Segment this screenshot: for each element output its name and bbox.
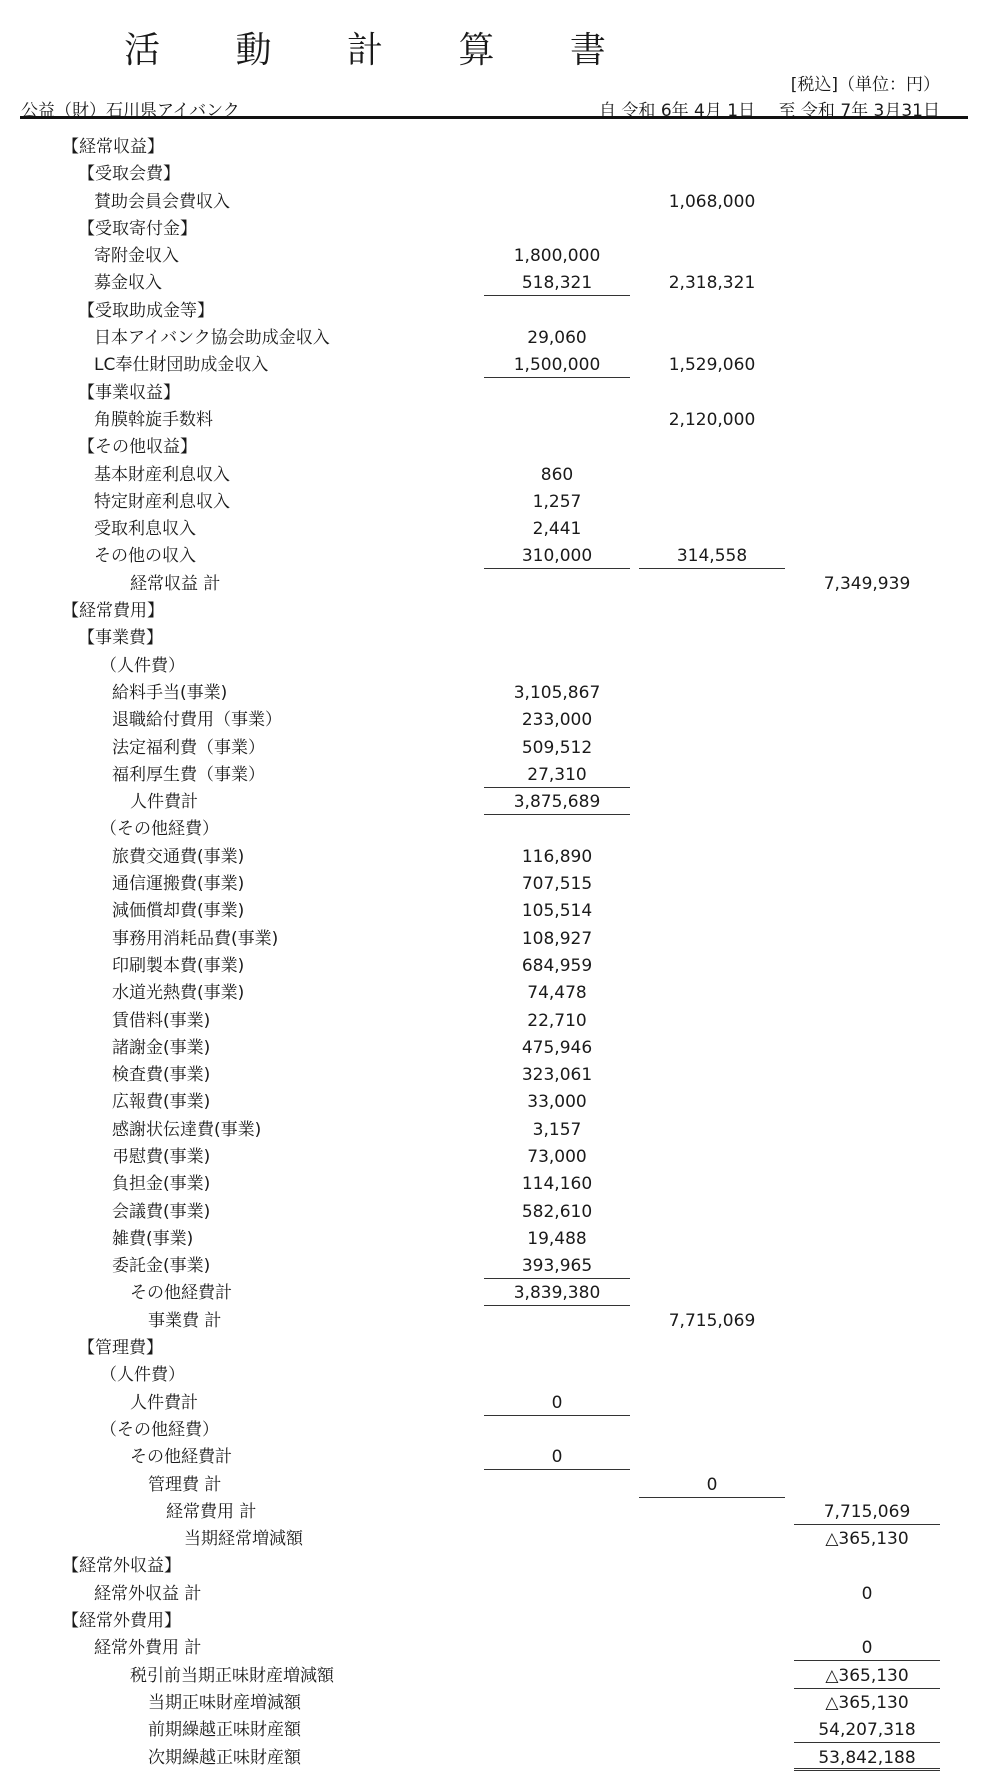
row-label: 事務用消耗品費(事業) [112,928,279,949]
row-label: 前期繰越正味財産額 [148,1720,301,1741]
row-label: 角膜斡旋手数料 [94,409,213,430]
row-label: 当期正味財産増減額 [148,1692,301,1713]
statement-row [0,216,1000,243]
statement-row [0,1390,1000,1417]
amount-c3: △365,130 [825,1529,909,1550]
statement-row [0,270,1000,297]
statement-row [0,1608,1000,1635]
amount-c1: 33,000 [527,1092,587,1113]
row-label: 【経常外収益】 [62,1556,181,1577]
statement-row [0,1308,1000,1335]
statement-row [0,898,1000,925]
row-label: 会議費(事業) [112,1201,211,1222]
period-from: 自 令和 6年 4月 1日 [599,101,756,121]
statement-row [0,1253,1000,1280]
row-label: 委託金(事業) [112,1256,211,1277]
row-label: 基本財産利息収入 [94,464,230,485]
statement-row [0,1199,1000,1226]
row-label: 経常費用 計 [166,1501,257,1522]
statement-row [0,1226,1000,1253]
row-label: 賃借料(事業) [112,1010,211,1031]
row-label: （人件費） [100,655,185,676]
row-label: 【経常費用】 [62,601,164,622]
amount-c2: 0 [639,1472,785,1498]
amount-c3: 7,715,069 [794,1499,940,1525]
row-label: 減価償却費(事業) [112,901,245,922]
row-label: 福利厚生費（事業） [112,764,265,785]
statement-row [0,1008,1000,1035]
statement-row [0,243,1000,270]
amount-c1: 3,105,867 [513,682,601,703]
amount-c1: 1,257 [532,491,582,512]
row-label: 【事業費】 [78,628,163,649]
row-label: 弔慰費(事業) [112,1146,211,1167]
statement-row [0,1526,1000,1553]
row-label: その他経費計 [130,1447,232,1468]
amount-c2: 1,068,000 [668,191,756,212]
amount-c1: 684,959 [521,955,593,976]
row-label: 水道光熱費(事業) [112,983,245,1004]
amount-c1: 707,515 [521,874,593,895]
statement-row [0,1171,1000,1198]
statement-row [0,434,1000,461]
row-label: （その他経費） [100,1419,219,1440]
amount-c1: 310,000 [484,543,630,569]
row-label: 印刷製本費(事業) [112,955,245,976]
statement-row [0,1089,1000,1116]
statement-row [0,816,1000,843]
organization-name: 公益（財）石川県アイバンク [21,101,240,121]
statement-row [0,325,1000,352]
row-label: 【その他収益】 [78,437,197,458]
amount-c3: 0 [794,1635,940,1661]
statement-table [0,134,1000,1772]
amount-c1: 0 [484,1390,630,1416]
row-label: 賛助会員会費収入 [94,191,230,212]
statement-row [0,543,1000,570]
amount-c2: 2,120,000 [668,409,756,430]
document-title: 活 動 計 算 書 [124,30,638,71]
statement-row [0,1690,1000,1717]
statement-row [0,653,1000,680]
row-label: 給料手当(事業) [112,682,228,703]
amount-c1: 74,478 [527,983,587,1004]
amount-c2: 314,558 [639,543,785,569]
amount-c1: 3,875,689 [484,789,630,815]
statement-row [0,926,1000,953]
row-label: 感謝状伝達費(事業) [112,1119,262,1140]
row-label: 人件費計 [130,792,198,813]
amount-c3: △365,130 [794,1663,940,1689]
row-label: 負担金(事業) [112,1174,211,1195]
period-to: 至 令和 7年 3月31日 [778,101,940,121]
header-rule [20,116,968,119]
statement-row [0,352,1000,379]
statement-row [0,1499,1000,1526]
row-label: 通信運搬費(事業) [112,874,245,895]
amount-c1: 108,927 [521,928,593,949]
statement-row [0,735,1000,762]
statement-row [0,1335,1000,1362]
statement-row [0,762,1000,789]
statement-row [0,1362,1000,1389]
amount-c3: 7,349,939 [823,573,911,594]
statement-row [0,1144,1000,1171]
amount-c1: 582,610 [521,1201,593,1222]
statement-row [0,298,1000,325]
statement-row [0,571,1000,598]
statement-row [0,871,1000,898]
statement-row [0,1417,1000,1444]
statement-row [0,462,1000,489]
statement-row [0,1062,1000,1089]
amount-c1: 233,000 [521,710,593,731]
row-label: 法定福利費（事業） [112,737,265,758]
statement-row [0,1280,1000,1307]
statement-row [0,516,1000,543]
row-label: LC奉仕財団助成金収入 [94,355,269,376]
amount-c1: 393,965 [484,1253,630,1279]
row-label: 諸謝金(事業) [112,1037,211,1058]
amount-c1: 27,310 [484,762,630,788]
row-label: 【管理費】 [78,1338,163,1359]
row-label: 【事業収益】 [78,382,180,403]
amount-c3: 53,842,188 [794,1745,940,1771]
statement-row [0,789,1000,816]
amount-c1: 2,441 [532,519,582,540]
amount-c1: 323,061 [521,1065,593,1086]
row-label: 寄附金収入 [94,246,179,267]
tax-unit-note: [税込]（単位：円） [790,75,940,95]
amount-c1: 29,060 [527,328,587,349]
amount-c1: 518,321 [484,270,630,296]
amount-c2: 7,715,069 [668,1310,756,1331]
row-label: 退職給付費用（事業） [112,710,282,731]
amount-c1: 475,946 [521,1037,593,1058]
row-label: 特定財産利息収入 [94,491,230,512]
row-label: 受取利息収入 [94,519,196,540]
row-label: その他の収入 [94,546,196,567]
row-label: 経常収益 計 [130,573,221,594]
amount-c3: 54,207,318 [794,1717,940,1743]
row-label: 日本アイバンク協会助成金収入 [94,328,330,349]
row-label: 人件費計 [130,1392,198,1413]
amount-c1: 116,890 [521,846,593,867]
row-label: 管理費 計 [148,1474,222,1495]
statement-row [0,980,1000,1007]
statement-row [0,1035,1000,1062]
amount-c1: 3,157 [532,1119,582,1140]
row-label: 経常外費用 計 [94,1638,202,1659]
statement-row [0,707,1000,734]
statement-row [0,1717,1000,1744]
amount-c1: 19,488 [527,1228,587,1249]
amount-c1: 509,512 [521,737,593,758]
amount-c1: 0 [484,1444,630,1470]
statement-row [0,134,1000,161]
statement-row [0,1581,1000,1608]
row-label: 当期経常増減額 [184,1529,303,1550]
row-label: 雑費(事業) [112,1228,194,1249]
statement-row [0,407,1000,434]
row-label: （人件費） [100,1365,185,1386]
row-label: 経常外収益 計 [94,1583,202,1604]
statement-row [0,489,1000,516]
row-label: 【受取寄付金】 [78,218,197,239]
statement-row [0,598,1000,625]
row-label: （その他経費） [100,819,219,840]
amount-c1: 3,839,380 [484,1280,630,1306]
amount-c2: 1,529,060 [668,355,756,376]
row-label: その他経費計 [130,1283,232,1304]
statement-row [0,1635,1000,1662]
row-label: 広報費(事業) [112,1092,211,1113]
row-label: 【経常外費用】 [62,1611,181,1632]
row-label: 検査費(事業) [112,1065,211,1086]
row-label: 旅費交通費(事業) [112,846,245,867]
statement-row [0,680,1000,707]
amount-c1: 1,800,000 [513,246,601,267]
row-label: 【受取助成金等】 [78,300,214,321]
statement-row [0,1117,1000,1144]
statement-row [0,189,1000,216]
amount-c1: 114,160 [521,1174,593,1195]
amount-c1: 1,500,000 [484,352,630,378]
amount-c3: △365,130 [825,1692,909,1713]
statement-row [0,625,1000,652]
row-label: 事業費 計 [148,1310,222,1331]
statement-row [0,1745,1000,1772]
amount-c1: 860 [540,464,574,485]
row-label: 【受取会費】 [78,164,180,185]
statement-row [0,844,1000,871]
statement-row [0,953,1000,980]
statement-row [0,161,1000,188]
amount-c1: 105,514 [521,901,593,922]
statement-row [0,1444,1000,1471]
statement-row [0,1553,1000,1580]
row-label: 募金収入 [94,273,162,294]
row-label: 次期繰越正味財産額 [148,1747,301,1768]
amount-c2: 2,318,321 [668,273,756,294]
row-label: 【経常収益】 [62,137,164,157]
row-label: 税引前当期正味財産増減額 [130,1665,334,1686]
statement-row [0,1472,1000,1499]
statement-row [0,380,1000,407]
statement-row [0,1663,1000,1690]
amount-c3: 0 [861,1583,873,1604]
amount-c1: 22,710 [527,1010,587,1031]
amount-c1: 73,000 [527,1146,587,1167]
